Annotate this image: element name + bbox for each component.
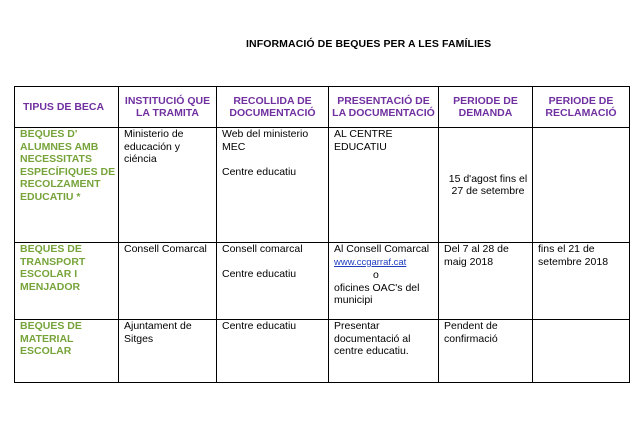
header-recollida [217, 87, 329, 128]
cell-institucio [119, 128, 217, 243]
header-institucio [119, 87, 217, 128]
institucio-text: Ministerio de educación y ciéncia [124, 128, 184, 165]
cell-demanda [439, 320, 533, 383]
presentacio-text-2: oficines OAC's del municipi [334, 281, 420, 306]
cell-recollida [217, 128, 329, 243]
cell-reclamacio [533, 320, 630, 383]
tipus-label: BEQUES D' ALUMNES AMB NECESSITATS ESPECÍFIQUES DE RECOLZAMENT EDUCATIU * [20, 128, 116, 203]
cell-recollida [217, 320, 329, 383]
cell-presentacio [329, 128, 439, 243]
header-presentacio-label: PRESENTACIÓ DE LA DOCUMENTACIÓ [332, 94, 435, 119]
header-periode-reclamacio [533, 87, 630, 128]
reclamacio-text: fins el 21 de setembre 2018 [538, 243, 609, 268]
recollida-text: Consell comarcal [222, 243, 303, 255]
beques-table [14, 86, 630, 383]
header-periode-demanda [439, 87, 533, 128]
tipus-label: BEQUES DE MATERIAL ESCOLAR [20, 320, 82, 357]
cell-demanda [439, 243, 533, 320]
header-demanda-label: PERIODE DE DEMANDA [453, 94, 518, 119]
recollida-text: Web del ministerio MEC [222, 128, 309, 153]
cell-institucio [119, 320, 217, 383]
header-tipus-label: TIPUS DE BECA [23, 100, 105, 113]
institucio-text: Ajuntament de Sitges [124, 320, 192, 345]
tipus-label: BEQUES DE TRANSPORT ESCOLAR I MENJADOR [20, 243, 86, 293]
header-reclamacio-label: PERIODE DE RECLAMACIÓ [545, 94, 617, 119]
presentacio-text: Al Consell Comarcal [334, 243, 430, 255]
recollida-text-2: Centre educatiu [222, 165, 297, 178]
cell-tipus [15, 320, 119, 383]
cell-presentacio [329, 320, 439, 383]
table-header-row [15, 87, 630, 128]
institucio-text: Consell Comarcal [124, 243, 207, 255]
presentacio-text: AL CENTRE EDUCATIU [334, 128, 393, 153]
cell-demanda [439, 128, 533, 243]
header-tipus-de-beca [15, 87, 119, 128]
cell-presentacio [329, 243, 439, 320]
table-row [15, 128, 630, 243]
demanda-text: Pendent de confirmació [444, 320, 498, 345]
recollida-text-2: Centre educatiu [222, 268, 297, 280]
ccgarraf-link[interactable]: www.ccgarraf.cat [334, 256, 407, 268]
presentacio-text: Presentar documentació al centre educatiu. [334, 320, 411, 357]
header-recollida-label: RECOLLIDA DE DOCUMENTACIÓ [229, 94, 316, 119]
demanda-text: 15 d'agost fins el 27 de setembre [448, 172, 528, 197]
cell-recollida [217, 243, 329, 320]
header-institucio-label: INSTITUCIÓ QUE LA TRAMITA [124, 94, 211, 119]
recollida-text: Centre educatiu [222, 320, 297, 332]
table-row [15, 320, 630, 383]
demanda-text: Del 7 al 28 de maig 2018 [444, 243, 509, 268]
cell-tipus [15, 128, 119, 243]
cell-institucio [119, 243, 217, 320]
cell-reclamacio [533, 243, 630, 320]
cell-reclamacio [533, 128, 630, 243]
table-row [15, 243, 630, 320]
header-presentacio [329, 87, 439, 128]
presentacio-or: o [373, 269, 379, 281]
page-title: INFORMACIÓ DE BEQUES PER A LES FAMÍLIES [246, 38, 492, 50]
cell-tipus [15, 243, 119, 320]
